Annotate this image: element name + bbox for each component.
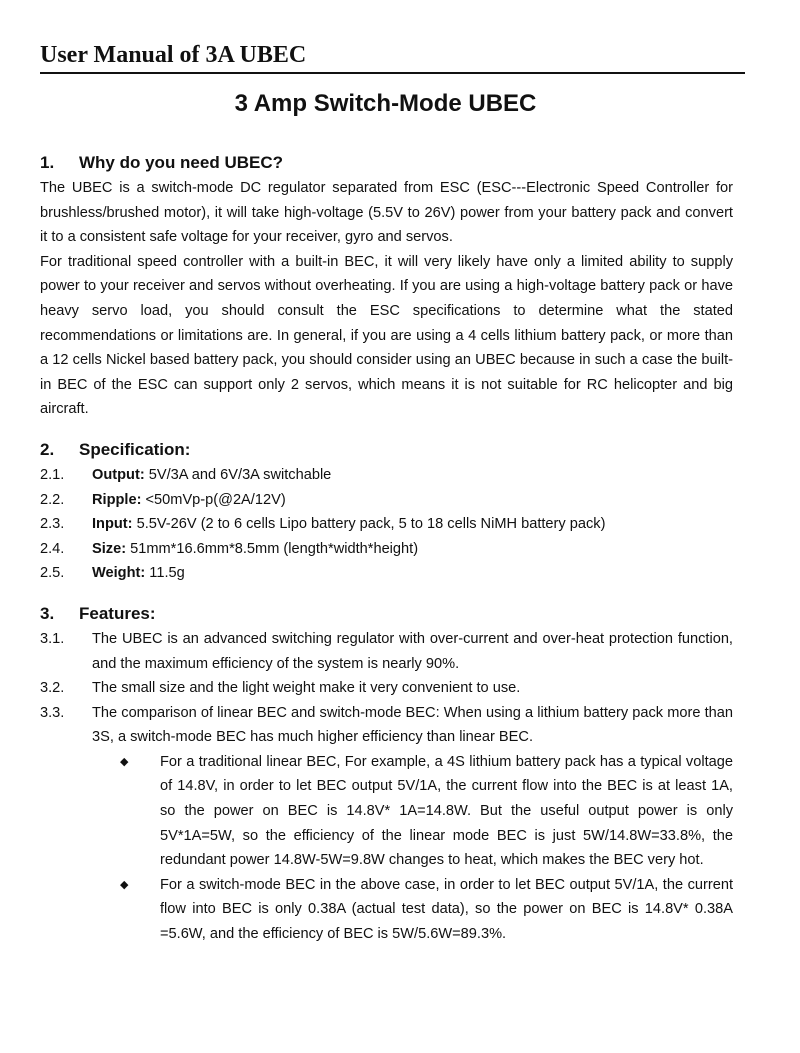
spec-item-weight: [40, 561, 733, 586]
spec-item-size: [40, 537, 733, 562]
spec-item-output: [40, 463, 733, 488]
section-title: Features:: [79, 603, 156, 623]
section-number: 2.: [40, 439, 55, 459]
page-title: 3 Amp Switch-Mode UBEC: [234, 90, 537, 117]
item-number: 2.4.: [40, 540, 65, 557]
spec-value: 5.5V-26V (2 to 6 cells Lipo battery pack, 5 to 18 cells NiMH battery pack): [136, 516, 606, 533]
spec-label: Ripple:: [92, 491, 142, 508]
spec-item-ripple: [40, 488, 733, 513]
manual-header: [40, 40, 745, 74]
feature-item: [40, 701, 733, 750]
feature-item: [40, 627, 733, 676]
spec-item-input: [40, 512, 733, 537]
item-number: 3.3.: [40, 704, 65, 721]
section-2-heading: [40, 437, 733, 463]
bullet-item: [118, 750, 733, 873]
feature-text: The UBEC is an advanced switching regulator with over-current and over-heat protection function, and the maximum efficiency of the system is nearly 90%.: [92, 630, 733, 672]
item-number: 2.3.: [40, 516, 65, 533]
document-body: [40, 150, 733, 947]
feature-item: [40, 676, 733, 701]
item-number: 3.1.: [40, 630, 65, 647]
section-number: 3.: [40, 603, 55, 623]
spec-value: 11.5g: [149, 565, 185, 582]
section-1-paragraph-1: The UBEC is a switch-mode DC regulator separated from ESC (ESC---Electronic Speed Controller for brushless/brushed motor), it will take high-voltage (5.5V to 26V) power from your battery pack and convert it to a consistent safe voltage for your receiver, gyro and servos.: [40, 180, 733, 246]
section-title: Why do you need UBEC?: [79, 153, 283, 172]
bullet-item: [118, 873, 733, 947]
section-1-paragraph-2: For traditional speed controller with a built-in BEC, it will very likely have only a limited ability to supply power to your receiver and servos without overheating. If you are using a high-voltage battery pack or have heavy servo load, you should consult the ESC specifications to determine what the stated recommendations or limitations are. In general, if you are using a 4 cells lithium battery pack, or more than a 12 cells Nickel based battery pack, you should consider using an UBEC because in such a case the built-in BEC of the ESC can support only 2 servos, which means it is not suitable for RC helicopter and big aircraft.: [40, 253, 733, 418]
bullet-text: For a traditional linear BEC, For example, a 4S lithium battery pack has a typical voltage of 14.8V, in order to let BEC output 5V/1A, the current flow into the BEC is at least 1A, so the power on BEC is 14.8V* 1A=14.8W. But the useful output power is only 5V*1A=5W, so the efficiency of the linear mode BEC is just 5W/14.8W=33.8%, the redundant power 14.8W-5W=9.8W changes to heat, which makes the BEC very hot.: [160, 753, 733, 869]
section-1-heading: [40, 150, 733, 176]
spec-label: Input:: [92, 516, 133, 533]
spec-value: 51mm*16.6mm*8.5mm (length*width*height): [130, 540, 419, 557]
item-number: 2.1.: [40, 466, 65, 483]
manual-header-title: User Manual of 3A UBEC: [40, 42, 307, 68]
diamond-bullet-icon: ◆: [120, 755, 129, 768]
section-number: 1.: [40, 153, 55, 172]
bullet-text: For a switch-mode BEC in the above case, in order to let BEC output 5V/1A, the current flow into BEC is only 0.38A (actual test data), so the power on BEC is 14.8V* 0.38A =5.6W, and the efficiency of BEC is 5W/5.6W=89.3%.: [160, 876, 733, 943]
spec-label: Weight:: [92, 565, 146, 582]
spec-label: Output:: [92, 466, 145, 483]
item-number: 2.5.: [40, 565, 65, 582]
item-number: 2.2.: [40, 491, 65, 508]
section-3-heading: [40, 601, 733, 627]
item-number: 3.2.: [40, 680, 65, 697]
spec-value: 5V/3A and 6V/3A switchable: [148, 466, 332, 483]
spec-value: <50mVp-p(@2A/12V): [145, 491, 286, 508]
diamond-bullet-icon: ◆: [120, 878, 129, 891]
feature-text: The small size and the light weight make it very convenient to use.: [92, 680, 521, 697]
feature-text: The comparison of linear BEC and switch-mode BEC: When using a lithium battery pack more than 3S, a switch-mode BEC has much higher efficiency than linear BEC.: [92, 704, 733, 746]
spec-label: Size:: [92, 540, 127, 557]
section-title: Specification:: [79, 439, 191, 459]
